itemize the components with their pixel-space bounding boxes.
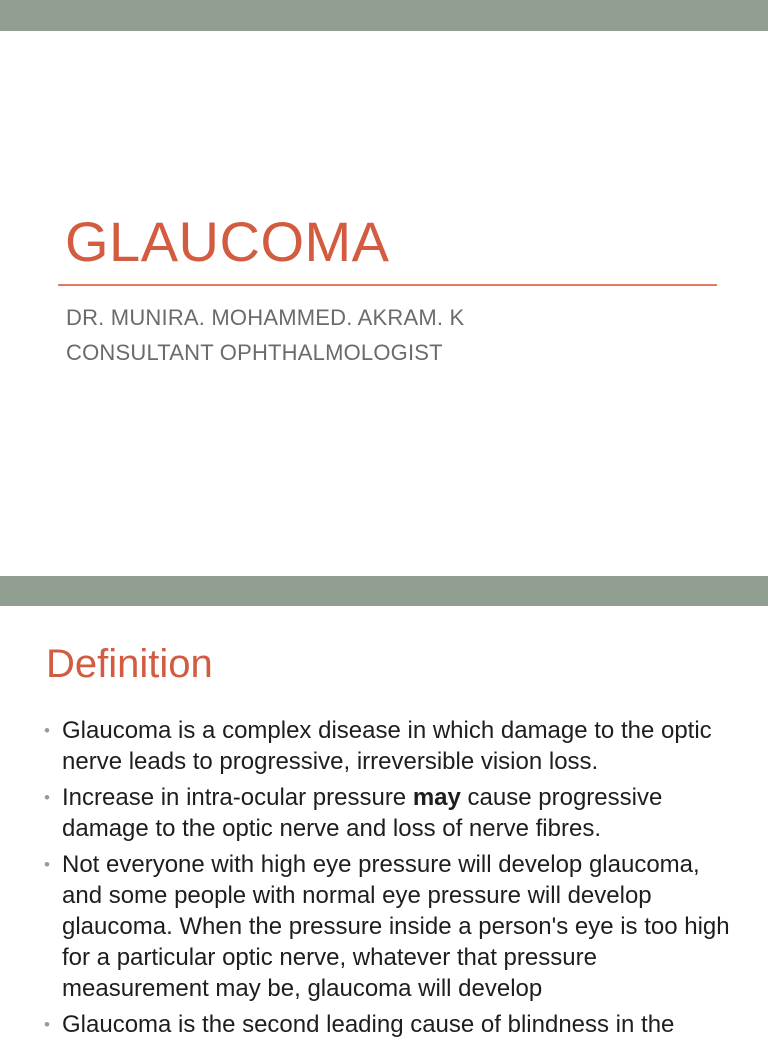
slide-title: GLAUCOMA (65, 210, 390, 273)
bullet-text: Not everyone with high eye pressure will develop glaucoma, and some people with normal eye pressure will develop glaucoma. When the pressure inside a person's eye is too high for a particular optic nerve, whatever that pressure measurement may be, glaucoma will develop (62, 851, 730, 1002)
list-item (44, 782, 744, 844)
bullet-dot-icon: • (44, 721, 50, 740)
bullet-text-after: cause progressive damage to the optic nerve and loss of nerve fibres. (62, 784, 663, 842)
bullet-dot-icon: • (44, 788, 50, 807)
title-divider (58, 284, 717, 286)
list-item (44, 1009, 744, 1040)
subtitle-author: DR. MUNIRA. MOHAMMED. AKRAM. K (66, 305, 465, 330)
subtitle-role: CONSULTANT OPHTHALMOLOGIST (66, 340, 443, 365)
slide-subtitle (66, 300, 464, 370)
bullet-text: Glaucoma is the second leading cause of blindness in the (62, 1011, 675, 1038)
bullet-text: Glaucoma is a complex disease in which damage to the optic nerve leads to progressive, irreversible vision loss. (62, 717, 712, 775)
slide-separator-band (0, 576, 768, 606)
bullet-emphasis: may (412, 784, 461, 811)
list-item (44, 715, 744, 777)
list-item (44, 849, 744, 1004)
section-heading: Definition (46, 642, 213, 686)
bullet-dot-icon: • (44, 1015, 50, 1034)
definition-bullet-list (44, 715, 744, 1045)
top-band (0, 0, 768, 31)
bullet-dot-icon: • (44, 855, 50, 874)
bullet-text-before: Increase in intra-ocular pressure (62, 784, 413, 811)
